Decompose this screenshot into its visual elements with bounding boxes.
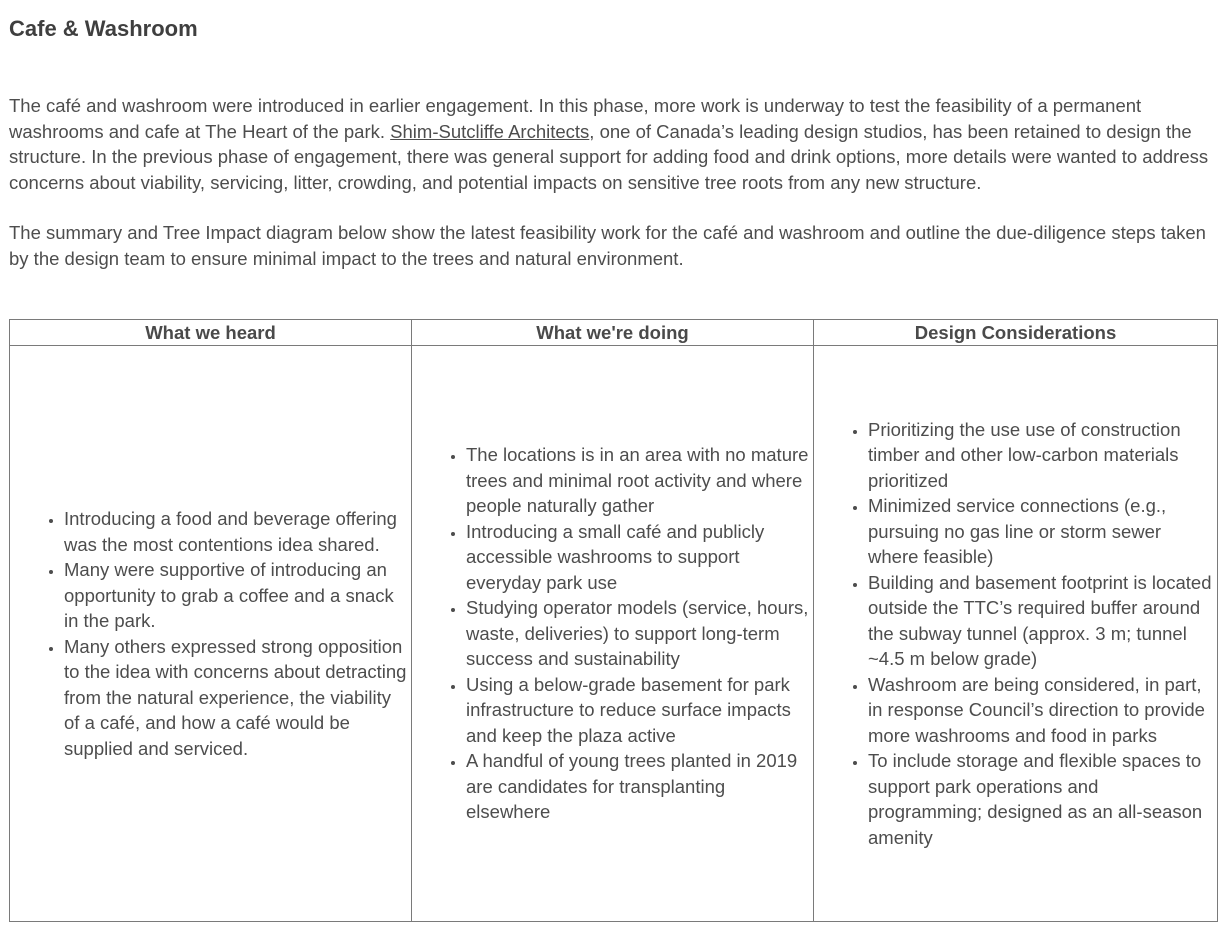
table-header-row	[10, 320, 1218, 346]
list-item: • Prioritizing the use use of construction timber and other low-carbon materials prioritized	[868, 417, 1213, 494]
table-row	[10, 346, 1218, 922]
header-what-we-heard: What we heard	[10, 320, 412, 346]
architect-link[interactable]: Shim-Sutcliffe Architects	[390, 120, 590, 142]
design-list	[814, 417, 1213, 851]
summary-table	[9, 319, 1218, 922]
heard-list	[10, 506, 407, 761]
list-item: • To include storage and flexible spaces to support park operations and programming; designed as an all-season amenity	[868, 748, 1213, 850]
doing-list	[412, 442, 809, 825]
list-item: • Washroom are being considered, in part, in response Council’s direction to provide more washrooms and food in parks	[868, 672, 1213, 749]
list-item: • A handful of young trees planted in 2019 are candidates for transplanting elsewhere	[466, 748, 809, 825]
header-what-were-doing: What we're doing	[412, 320, 814, 346]
cell-design-considerations	[814, 346, 1218, 922]
intro-paragraph-2: The summary and Tree Impact diagram below show the latest feasibility work for the café and washroom and outline the due-diligence steps taken by the design team to ensure minimal impact to the trees and natural environment.	[9, 222, 1206, 269]
list-item: • Introducing a small café and publicly accessible washrooms to support everyday park use	[466, 519, 809, 596]
cell-what-we-heard	[10, 346, 412, 922]
list-item: • Many were supportive of introducing an opportunity to grab a coffee and a snack in the park.	[64, 557, 407, 634]
list-item: • Building and basement footprint is located outside the TTC’s required buffer around the subway tunnel (approx. 3 m; tunnel ~4.5 m below grade)	[868, 570, 1213, 672]
section-title: Cafe & Washroom	[9, 16, 198, 41]
intro-text-after-link: , one of Canada’s leading design studios, has been retained to design the structure. In the previous phase of engagement, there was general support for adding food and drink options, more details were wanted to address concerns about viability, servicing, litter, crowding, and potential impacts on sensitive tree roots from any new structure.	[9, 120, 1209, 193]
cafe-washroom-section	[9, 0, 1217, 848]
list-item: • Many others expressed strong opposition to the idea with concerns about detracting from the natural experience, the viability of a café, and how a café would be supplied and serviced.	[64, 634, 407, 762]
list-item: • The locations is in an area with no mature trees and minimal root activity and where people naturally gather	[466, 442, 809, 519]
list-item: • Minimized service connections (e.g., pursuing no gas line or storm sewer where feasible)	[868, 493, 1213, 570]
cell-what-were-doing	[412, 346, 814, 922]
header-design-considerations: Design Considerations	[814, 320, 1218, 346]
list-item: • Studying operator models (service, hours, waste, deliveries) to support long-term success and sustainability	[466, 595, 809, 672]
intro-paragraph-1	[9, 93, 1217, 195]
list-item: • Introducing a food and beverage offering was the most contentions idea shared.	[64, 506, 407, 557]
intro-text-before-link: The café and washroom were introduced in earlier engagement. In this phase, more work is underway to test the feasibility of a permanent washrooms and cafe at The Heart of the park.	[9, 95, 1142, 142]
list-item: • Using a below-grade basement for park infrastructure to reduce surface impacts and keep the plaza active	[466, 672, 809, 749]
